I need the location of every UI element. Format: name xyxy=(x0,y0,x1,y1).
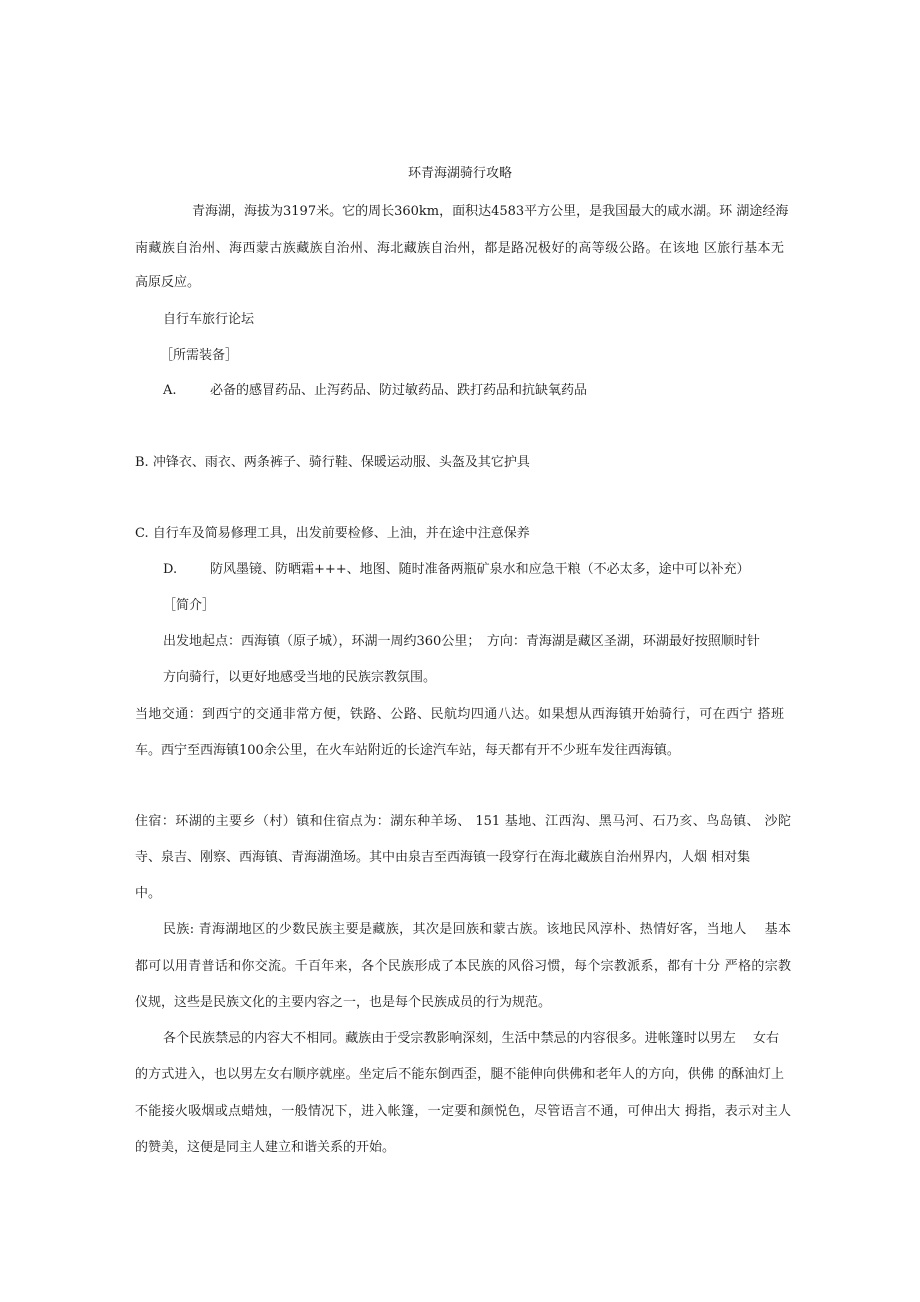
ethnic-line-1: 民族: 青海湖地区的少数民族主要是藏族，其次是回族和蒙古族。该地民风淳朴、热情好客，当地人 基本 xyxy=(163,922,791,937)
ethnic-line-3: 仪规，这些是民族文化的主要内容之一，也是每个民族成员的行为规范。 xyxy=(135,995,552,1010)
intro-line-2: 南藏族自治州、海西蒙古族藏族自治州、海北藏族自治州，都是路况极好的高等级公路。在该地 区旅行基本无 xyxy=(135,241,784,256)
equipment-item-b: B. 冲锋衣、雨衣、两条裤子、骑行鞋、保暖运动服、头盔及其它护具 xyxy=(135,455,530,470)
lodging-line-3: 中。 xyxy=(135,886,162,901)
taboo-line-4: 的赞美，这便是同主人建立和谐关系的开始。 xyxy=(135,1140,396,1155)
equipment-item-a-marker: A. xyxy=(163,383,177,398)
equipment-item-a: 必备的感冒药品、止泻药品、防过敏药品、跌打药品和抗缺氧药品 xyxy=(210,383,588,398)
intro-section-header: ［简介］ xyxy=(163,598,216,613)
transport-line-1: 当地交通：到西宁的交通非常方便，铁路、公路、民航均四通八达。如果想从西海镇开始骑行，可在西宁 搭班 xyxy=(135,707,784,722)
lodging-line-1: 住宿：环湖的主要乡（村）镇和住宿点为：湖东种羊场、 151 基地、江西沟、黑马河、石乃亥、鸟岛镇、 沙陀 xyxy=(135,814,791,829)
equipment-item-d: 防风墨镜、防晒霜+++、地图、随时准备两瓶矿泉水和应急干粮（不必太多，途中可以补充） xyxy=(210,562,750,577)
taboo-line-1: 各个民族禁忌的内容大不相同。藏族由于受宗教影响深刻，生活中禁忌的内容很多。进帐篷时以男左 女右 xyxy=(163,1031,779,1046)
ethnic-line-2: 都可以用青普话和你交流。千百年来，各个民族形成了本民族的风俗习惯，每个宗教派系，都有十分 严格的宗教 xyxy=(135,959,791,974)
forum-heading: 自行车旅行论坛 xyxy=(163,312,255,327)
transport-line-2: 车。西宁至西海镇100余公里，在火车站附近的长途汽车站，每天都有开不少班车发往西海镇。 xyxy=(135,743,680,758)
start-point-line-1: 出发地起点：西海镇（原子城），环湖一周约360公里； 方向：青海湖是藏区圣湖，环湖最好按照顺时针 xyxy=(163,634,760,649)
equipment-header: ［所需装备］ xyxy=(160,348,239,363)
intro-line-1: 青海湖，海拔为3197米。它的周长360km，面积达4583平方公里，是我国最大的咸水湖。环 湖途经海 xyxy=(192,204,789,219)
lodging-line-2: 寺、泉吉、刚察、西海镇、青海湖渔场。其中由泉吉至西海镇一段穿行在海北藏族自治州界内，人烟 相对集 xyxy=(135,850,751,865)
start-point-line-2: 方向骑行，以更好地感受当地的民族宗教氛围。 xyxy=(163,670,437,685)
taboo-line-3: 不能接火吸烟或点蜡烛，一般情况下，进入帐篷，一定要和颜悦色，尽管语言不通，可伸出大 拇指，表示对主人 xyxy=(135,1104,791,1119)
page-title: 环青海湖骑行攻略 xyxy=(407,166,512,181)
taboo-line-2: 的方式进入，也以男左女右顺序就座。坐定后不能东倒西歪，腿不能伸向供佛和老年人的方向，供佛 的酥油灯上 xyxy=(135,1067,784,1082)
intro-line-3: 高原反应。 xyxy=(135,275,201,290)
equipment-item-c: C. 自行车及简易修理工具，出发前要检修、上油，并在途中注意保养 xyxy=(135,526,530,541)
equipment-item-d-marker: D. xyxy=(163,562,178,577)
